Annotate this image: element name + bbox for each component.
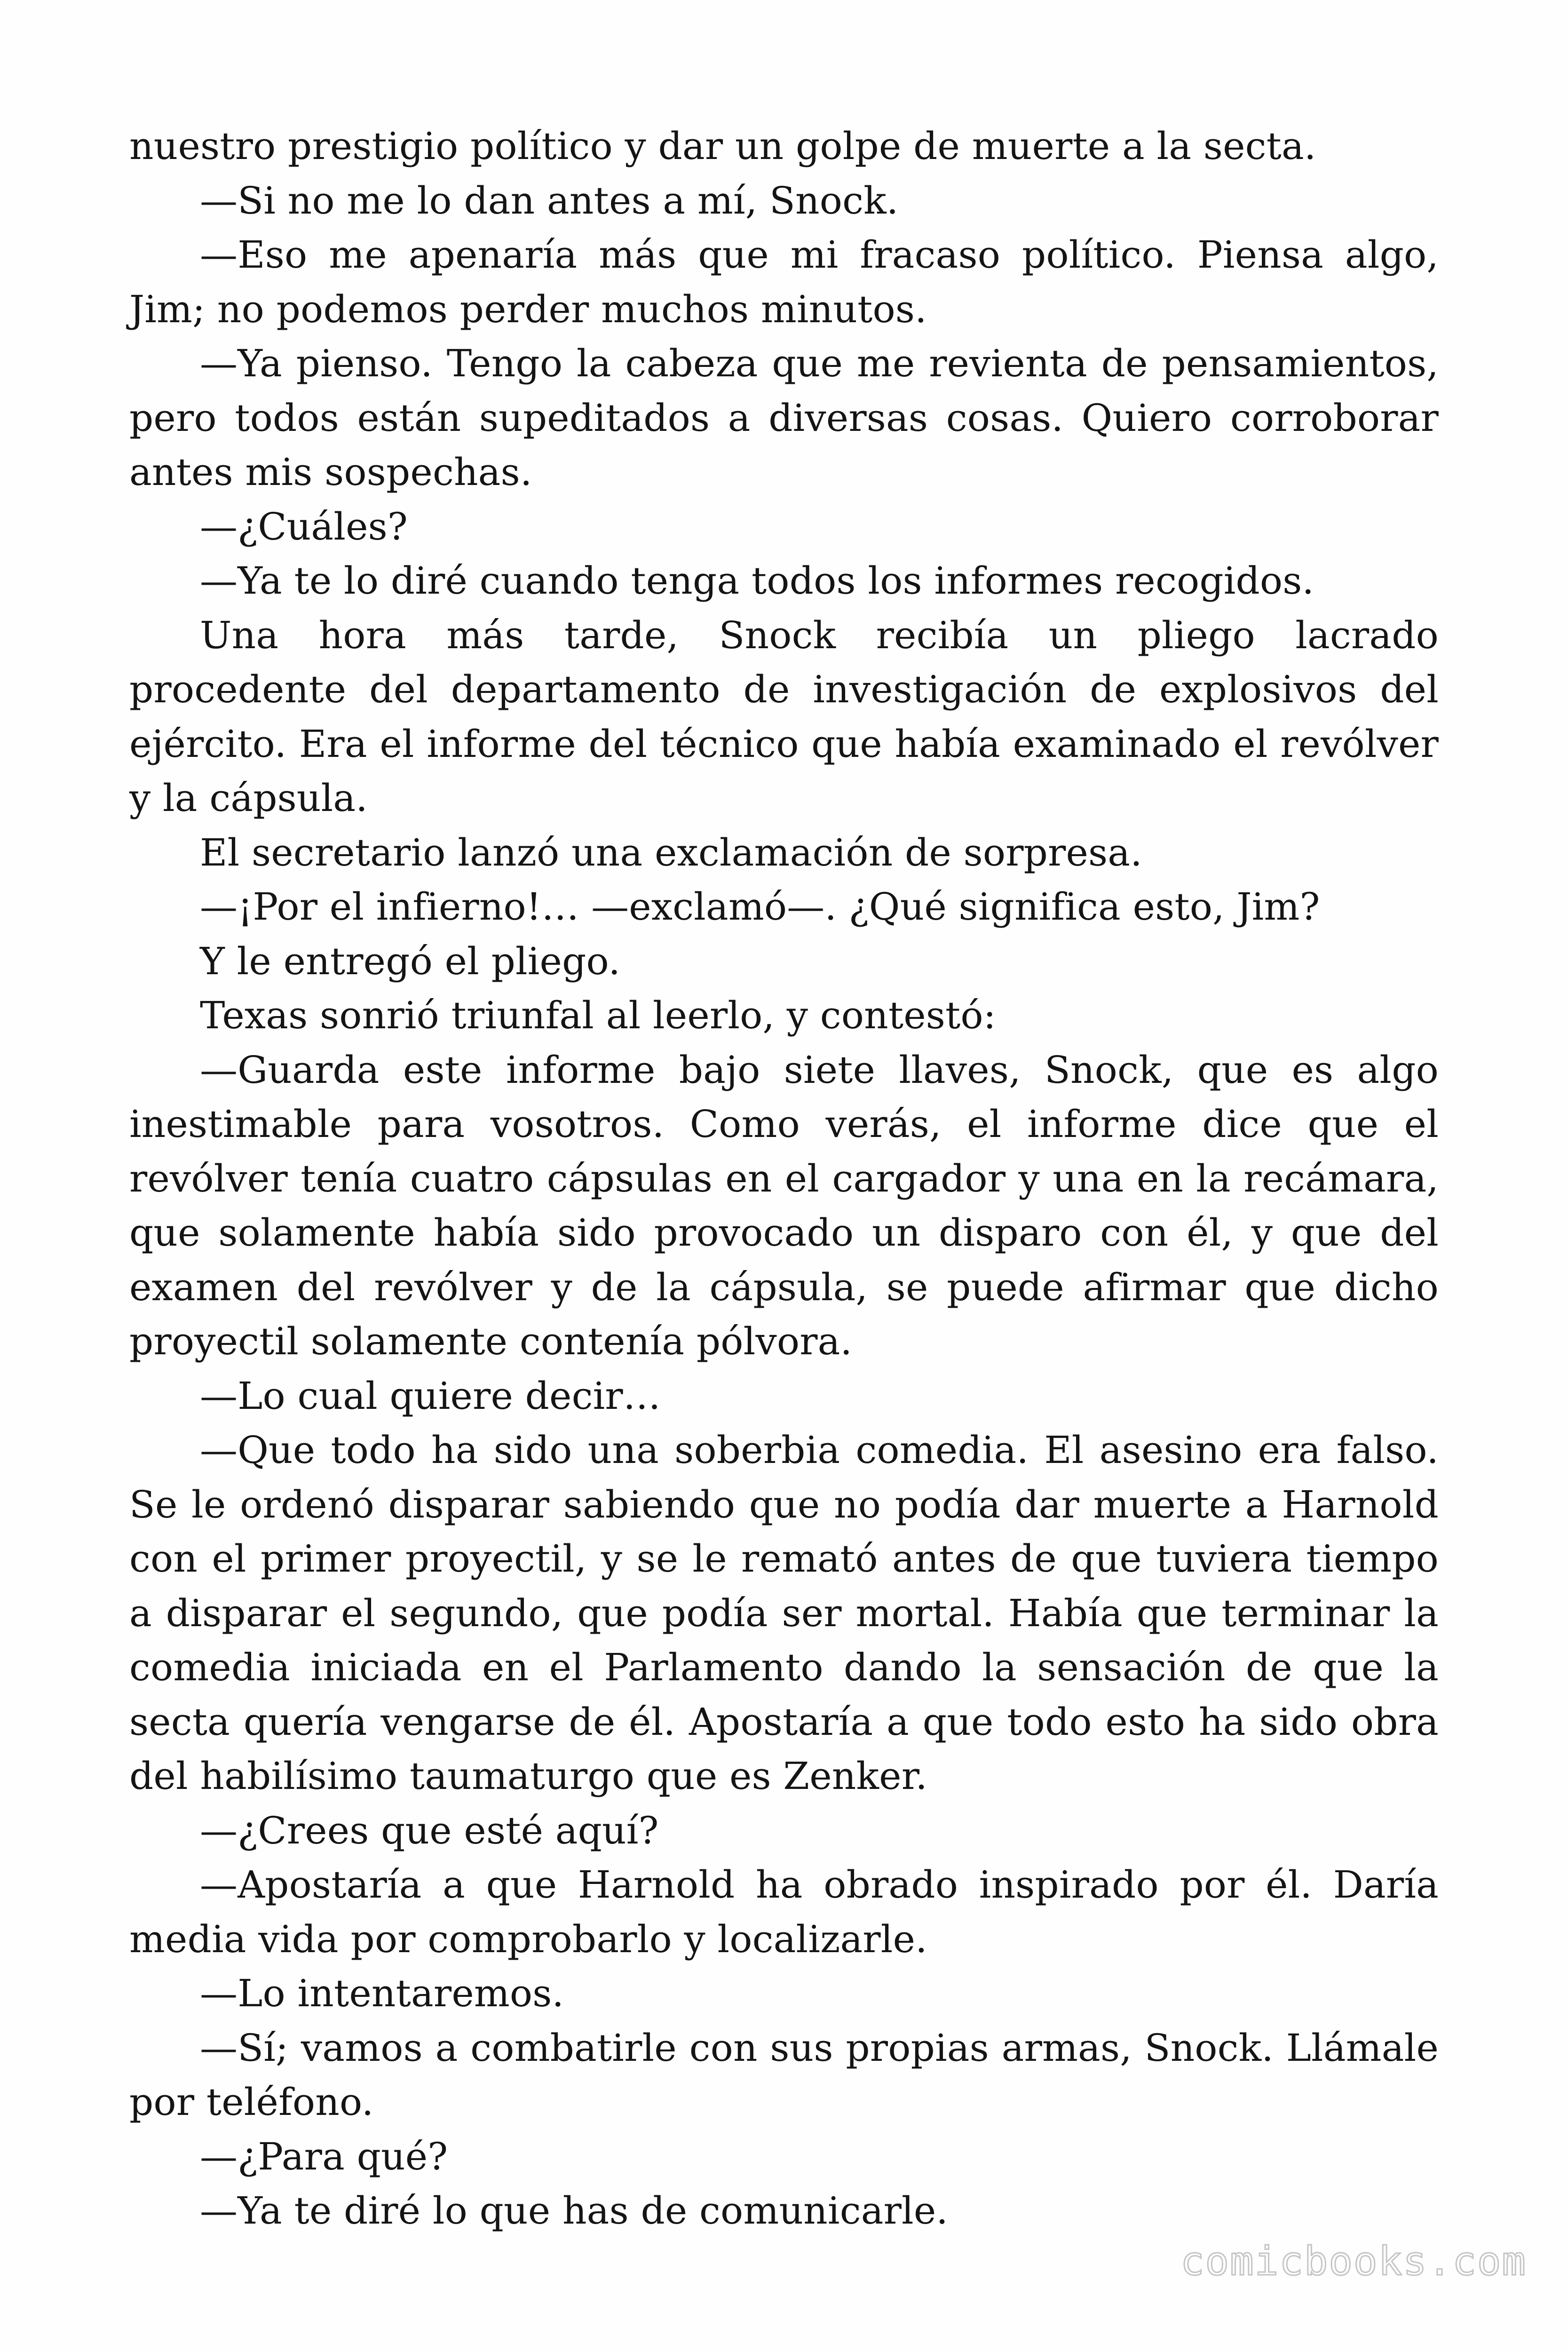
paragraph: —¿Crees que esté aquí? xyxy=(200,1808,659,1852)
paragraph: Y le entregó el pliego. xyxy=(200,939,621,983)
paragraph: El secretario lanzó una exclamación de sorpresa. xyxy=(200,830,1142,874)
page-body-text xyxy=(129,119,1439,2238)
paragraph: —Ya te lo diré cuando tenga todos los informes recogidos. xyxy=(200,559,1315,603)
paragraph: —Si no me lo dan antes a mí, Snock. xyxy=(200,178,899,222)
watermark-text: comicbooks.com xyxy=(1180,2238,1527,2284)
paragraph: Texas sonrió triunfal al leerlo, y contestó: xyxy=(200,993,996,1037)
paragraph: —Guarda este informe bajo siete llaves, Snock, que es algo inestimable para vosotros. Como verás, el informe dice que el revólver tenía cuatro cápsulas en el cargador y una en la recámara, que solamente había sido provocado un disparo con él, y que del examen del revólver y de la cápsula, se puede afirmar que dicho proyectil solamente contenía pólvora. xyxy=(129,1048,1439,1363)
paragraph: —Lo cual quiere decir… xyxy=(200,1374,661,1418)
paragraph: —Lo intentaremos. xyxy=(200,1971,564,2015)
paragraph: —Apostaría a que Harnold ha obrado inspirado por él. Daría media vida por comprobarlo y localizarle. xyxy=(129,1863,1439,1961)
paragraph: —Que todo ha sido una soberbia comedia. El asesino era falso. Se le ordenó disparar sabiendo que no podía dar muerte a Harnold con el primer proyectil, y se le remató antes de que tuviera tiempo a disparar el segundo, que podía ser mortal. Había que terminar la comedia iniciada en el Parlamento dando la sensación de que la secta quería vengarse de él. Apostaría a que todo esto ha sido obra del habilísimo taumaturgo que es Zenker. xyxy=(129,1428,1439,1798)
paragraph: —Sí; vamos a combatirle con sus propias armas, Snock. Llámale por teléfono. xyxy=(129,2026,1439,2124)
paragraph: Una hora más tarde, Snock recibía un pliego lacrado procedente del departamento de investigación de explosivos del ejército. Era el informe del técnico que había examinado el revólver y la cápsula. xyxy=(129,613,1439,820)
paragraph: —Ya pienso. Tengo la cabeza que me revienta de pensamientos, pero todos están supeditados a diversas cosas. Quiero corroborar antes mis sospechas. xyxy=(129,342,1439,494)
paragraph: —¿Cuáles? xyxy=(200,504,408,548)
paragraph-continuation: nuestro prestigio político y dar un golpe de muerte a la secta. xyxy=(129,124,1316,168)
paragraph: —¿Para qué? xyxy=(200,2134,448,2178)
paragraph: —¡Por el infierno!… —exclamó—. ¿Qué significa esto, Jim? xyxy=(200,885,1320,929)
paragraph: —Ya te diré lo que has de comunicarle. xyxy=(200,2189,948,2233)
paragraph: —Eso me apenaría más que mi fracaso político. Piensa algo, Jim; no podemos perder muchos minutos. xyxy=(129,233,1439,331)
